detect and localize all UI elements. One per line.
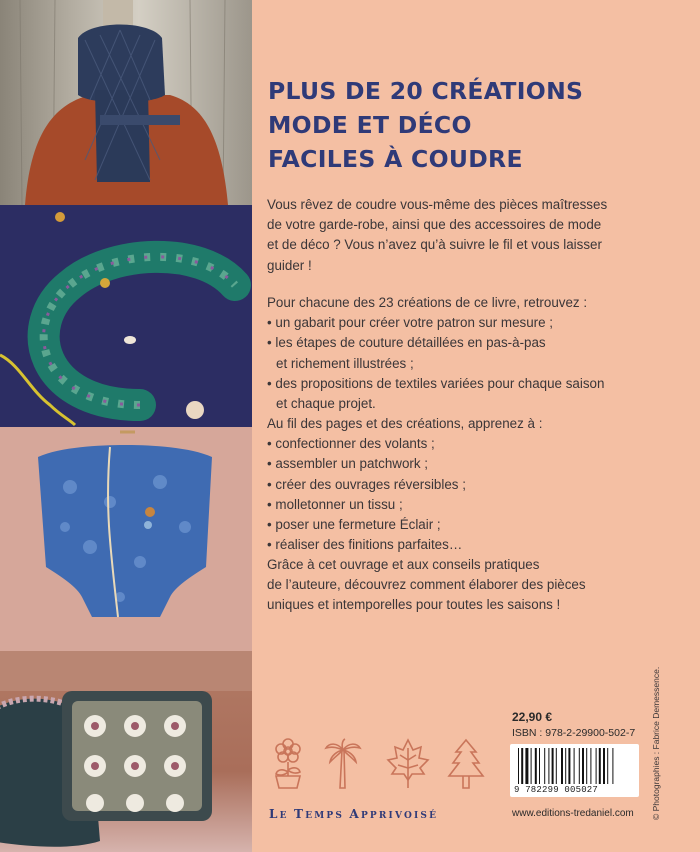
publisher-letter: L [269, 807, 280, 821]
barcode [510, 744, 639, 797]
barcode-bar [586, 748, 587, 784]
barcode-bar [521, 748, 523, 784]
text-line: guider ! [267, 257, 312, 273]
barcode-bar [535, 748, 537, 784]
barcode-bar [556, 748, 557, 784]
flower-icon [268, 738, 308, 790]
publisher-letter: E [279, 811, 295, 821]
headline-line: MODE ET DÉCO [268, 111, 472, 139]
text-line: Vous rêvez de coudre vous-même des pièces maîtresses [267, 197, 608, 212]
barcode-bar [599, 748, 601, 784]
publisher-letter: A [349, 807, 361, 821]
barcode-bar [565, 748, 566, 784]
barcode-bar [582, 748, 584, 784]
list-item: • un gabarit pour créer votre patron sur mesure ; [267, 315, 554, 331]
barcode-bar [525, 748, 528, 784]
text-line: de l’auteure, découvrez comment élaborer des pièces [267, 577, 586, 593]
headline [268, 74, 583, 176]
isbn: ISBN : 978-2-29900-502-7 [512, 727, 636, 739]
barcode-bar [518, 748, 519, 784]
skills-list [267, 414, 637, 555]
barcode-bar [561, 748, 563, 784]
text-line: Grâce à cet ouvrage et aux conseils pratiques [267, 557, 540, 572]
photo-headband [0, 205, 252, 427]
barcode-bar [539, 748, 540, 784]
list-item: • créer des ouvrages réversibles ; [267, 476, 466, 492]
features-list [267, 293, 637, 414]
headline-line: FACILES À COUDRE [268, 145, 523, 173]
leaf-icon [386, 738, 430, 790]
photo-credit: © Photographies : Fabrice Demessence. [651, 666, 661, 820]
barcode-bar [603, 748, 605, 784]
barcode-bar [612, 748, 613, 784]
publisher-name [269, 807, 438, 821]
text-line: de votre garde-robe, ainsi que des accessoires de mode [267, 217, 602, 233]
publisher-letter: T [294, 807, 306, 821]
text-line: et de déco ? Vous n’avez qu’à suivre le fil et vous laisser [267, 237, 602, 253]
barcode-bar [552, 748, 554, 784]
barcode-bar [531, 748, 532, 784]
intro-paragraph [267, 195, 637, 276]
photo-tunic [0, 427, 252, 651]
barcode-bar [568, 748, 570, 784]
barcode-bar [579, 748, 580, 784]
website: www.editions-tredaniel.com [512, 808, 634, 819]
list-item: • confectionner des volants ; [267, 436, 435, 452]
publisher-letter: EMPS [305, 811, 350, 821]
barcode-bar [544, 748, 545, 784]
photo-cushions [0, 651, 252, 852]
barcode-bar [574, 748, 575, 784]
list-item-continuation: et richement illustrées ; [276, 355, 414, 371]
season-icons [268, 738, 486, 790]
photo-scarf [0, 0, 252, 205]
list-item: • assembler un patchwork ; [267, 456, 428, 472]
list-item-continuation: et chaque projet. [276, 396, 376, 412]
list-item: • molletonner un tissu ; [267, 496, 403, 512]
list-item: • des propositions de textiles variées pour chaque saison [267, 375, 605, 391]
list-item: • réaliser des finitions parfaites… [267, 537, 463, 553]
publisher-letter: PPRIVOISÉ [360, 811, 439, 821]
palm-tree-icon [323, 738, 363, 790]
barcode-bar [548, 748, 549, 784]
list-item: • les étapes de couture détaillées en pas-à-pas [267, 335, 546, 351]
barcode-bar [607, 748, 608, 784]
barcode-bars [510, 744, 639, 788]
pine-tree-icon [446, 738, 486, 790]
outro-paragraph [267, 555, 637, 616]
barcode-bar [590, 748, 591, 784]
headline-line: PLUS DE 20 CRÉATIONS [268, 77, 584, 105]
barcode-bar [596, 748, 597, 784]
text-line: Pour chacune des 23 créations de ce livre, retrouvez : [267, 295, 588, 310]
text-line: uniques et intemporelles pour toutes les saisons ! [267, 597, 561, 613]
barcode-number: 9 782299 005027 [514, 785, 599, 795]
list-item: • poser une fermeture Éclair ; [267, 517, 441, 533]
text-line: Au fil des pages et des créations, apprenez à : [267, 416, 543, 431]
price: 22,90 € [512, 710, 553, 724]
